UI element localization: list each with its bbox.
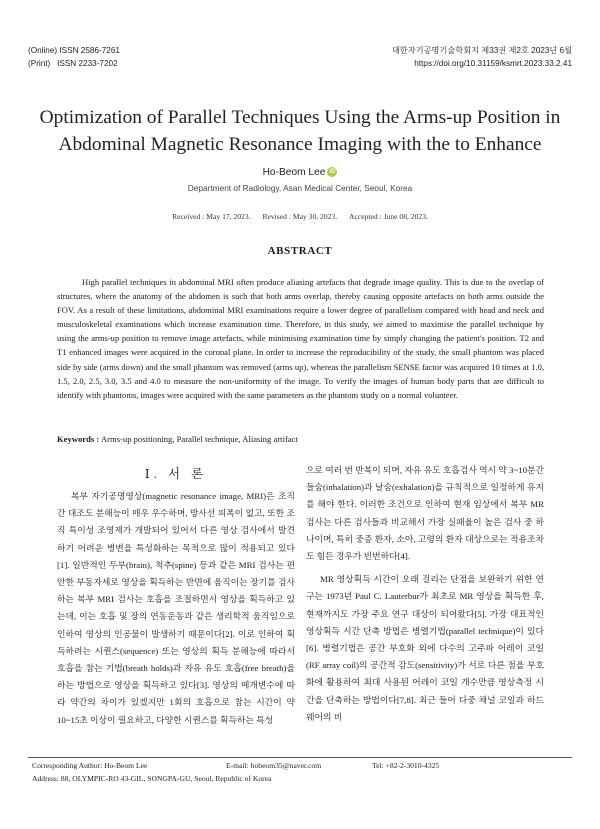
author-name: Ho-Beom Lee	[262, 167, 326, 178]
intro-paragraph-2: MR 영상획득 시간이 오래 걸리는 단점을 보완하기 위한 연구는 1973년 Paul C. Lauterbur가 최초로 MR 영상을 획득한 후, 현재까지도 가장 주요 연구 대상이 되어왔다[5]. 가장 대표적인 영상획득 시간 단축 방법은 병렬기법(parallel technique)이 있다[6]. 병렬기법은 공간 부호화 외에 다수의 고주파 어레이 코일(RF array coil)의 공간적 감도(sensitivity)가 서로 다른 점을 부호화에 활용하여 최대 사용된 어레이 코일 개수만큼 영상측정 시간을 단축하는 방법이다[7,8]. 최근 들어 다중 채널 코일과 하드웨어의 비	[306, 574, 544, 722]
journal-info: 대한자기공명기술학회지 제33권 제2호 2023년 6월	[392, 46, 572, 55]
author-address: Address: 88, OLYMPIC-RO 43-GIL, SONGPA-GU, Seoul, Republic of Korea	[32, 774, 272, 783]
issn-online: (Online) ISSN 2586-7261	[28, 46, 120, 55]
author-email[interactable]: E-mail: hobeom35@naver.com	[226, 761, 322, 770]
intro-paragraph-1: 복부 자기공명영상(magnetic resonance image, MRI)은 조직 간 대조도 분해능이 매우 우수하며, 방사선 피폭이 없고, 또한 조직 특이성 조영제가 개발되어 있어서 다른 영상 검사에서 발견하기 어려운 병변을 특성화하는 목적으로 많이 적용되고 있다[1]. 일반적인 두부(brain), 척추(spine) 등과 같은 MRI 검사는 편안한 부동자세로 영상을 획득하는 반면에 움직이는 장기를 검사하는 복부 MRI 검사는 호흡을 조절하면서 영상을 획득하고 있는데, 이는 호흡 및 장의 연동운동과 같은 생리학적 움직임으로 인하여 영상의 인공물이 발생하기 때문이다[2]. 이로 인하여 획득하려는 시퀀스(sequence) 또는 영상의 획득 분해능에 따라서 호흡을 참는 기법(breath holds)과 자유 유도 호흡(free breath)을 하는 방법으로 영상을 획득하고 있다[3]. 영상의 메개변수에 따라 약간의 차이가 있겠지만 1회의 호흡으로 참는 시간이 약 10~15초 이상이 필요하고, 다양한 시퀀스를 획득하는 특성	[57, 491, 295, 725]
abstract-heading: ABSTRACT	[267, 245, 333, 257]
paper-title	[0, 104, 600, 158]
left-column	[57, 488, 295, 729]
author-phone: Tel: +82-2-3010-4325	[372, 761, 440, 770]
author	[0, 167, 600, 178]
abstract-text: High parallel techniques in abdominal MRI often produce aliasing artefacts that degrade image quality. This is due to the overlap of structures, where the anatomy of the abdomen is such that both arms overlap, thereby causing opposite artefacts on both arms outside the FOV. As a result of these limitations, abdominal MRI examinations require a lower degree of parallelism compared with head and neck and musculoskeletal examinations which increase examination time. Therefore, in this study, we aimed to maximise the parallel technique by using the arms-up position to remove image artefacts, while minimising examination time by simply changing the patient's position. T2 and T1 enhanced images were acquired in the coronal plane. In order to increase the reproducibility of the study, the small phantom was placed side by side (arms down) and the small phantom was removed (arms up), whereas the parallelism SENSE factor was acquired 10 times at 1.0, 1.5, 2.0, 2.5, 3.0, 3.5 and 4.0 to measure the non-uniformity of the image. To verify the images of human body parts that are difficult to identify with phantoms, images were acquired with the same parameters as the phantom study on a normal volunteer.	[57, 277, 544, 400]
title-line-1: Optimization of Parallel Techniques Using the Arms-up Position in	[39, 107, 561, 128]
revised-date: Revised : May 30, 2023.	[262, 212, 338, 221]
affiliation: Department of Radiology, Asan Medical Center, Seoul, Korea	[187, 183, 413, 193]
keywords-label: Keywords :	[57, 434, 100, 444]
intro-paragraph-1-continued: 으로 여러 번 반복이 되며, 자유 유도 호흡검사 역시 약 3~10분간 들숨(inhalation)과 날숨(exhalation)을 규칙적으로 일정하게 유지를 해야 한다. 이러한 조건으로 인하여 현재 임상에서 복부 MR 검사는 다른 검사들과 비교해서 가장 실패율이 높은 검사 중 하나이며, 특히 중증 환자, 소아, 고령의 환자 대상으로는 적용조차도 힘든 경우가 빈번하다[4].	[306, 465, 544, 562]
doi-link[interactable]: https://doi.org/10.31159/ksmrt.2023.33.2.41	[414, 59, 572, 68]
section-title-introduction: Ⅰ. 서 론	[144, 467, 208, 481]
footer-divider	[28, 757, 572, 758]
title-line-2: Abdominal Magnetic Resonance Imaging with the to Enhance	[58, 134, 542, 155]
issn-print: (Print) ISSN 2233-7202	[28, 59, 118, 68]
right-column	[306, 462, 544, 726]
manuscript-dates	[0, 212, 600, 221]
keywords-list: Arms-up positioning, Parallel technique, Aliasing artifact	[100, 434, 298, 444]
received-date: Received : May 17, 2023.	[172, 212, 251, 221]
corresponding-author: Corresponding Author: Ho-Beom Lee	[32, 761, 148, 770]
orcid-icon[interactable]: iD	[329, 169, 336, 175]
keywords	[57, 434, 298, 444]
accepted-date: Accepted : June 08, 2023.	[349, 212, 428, 221]
